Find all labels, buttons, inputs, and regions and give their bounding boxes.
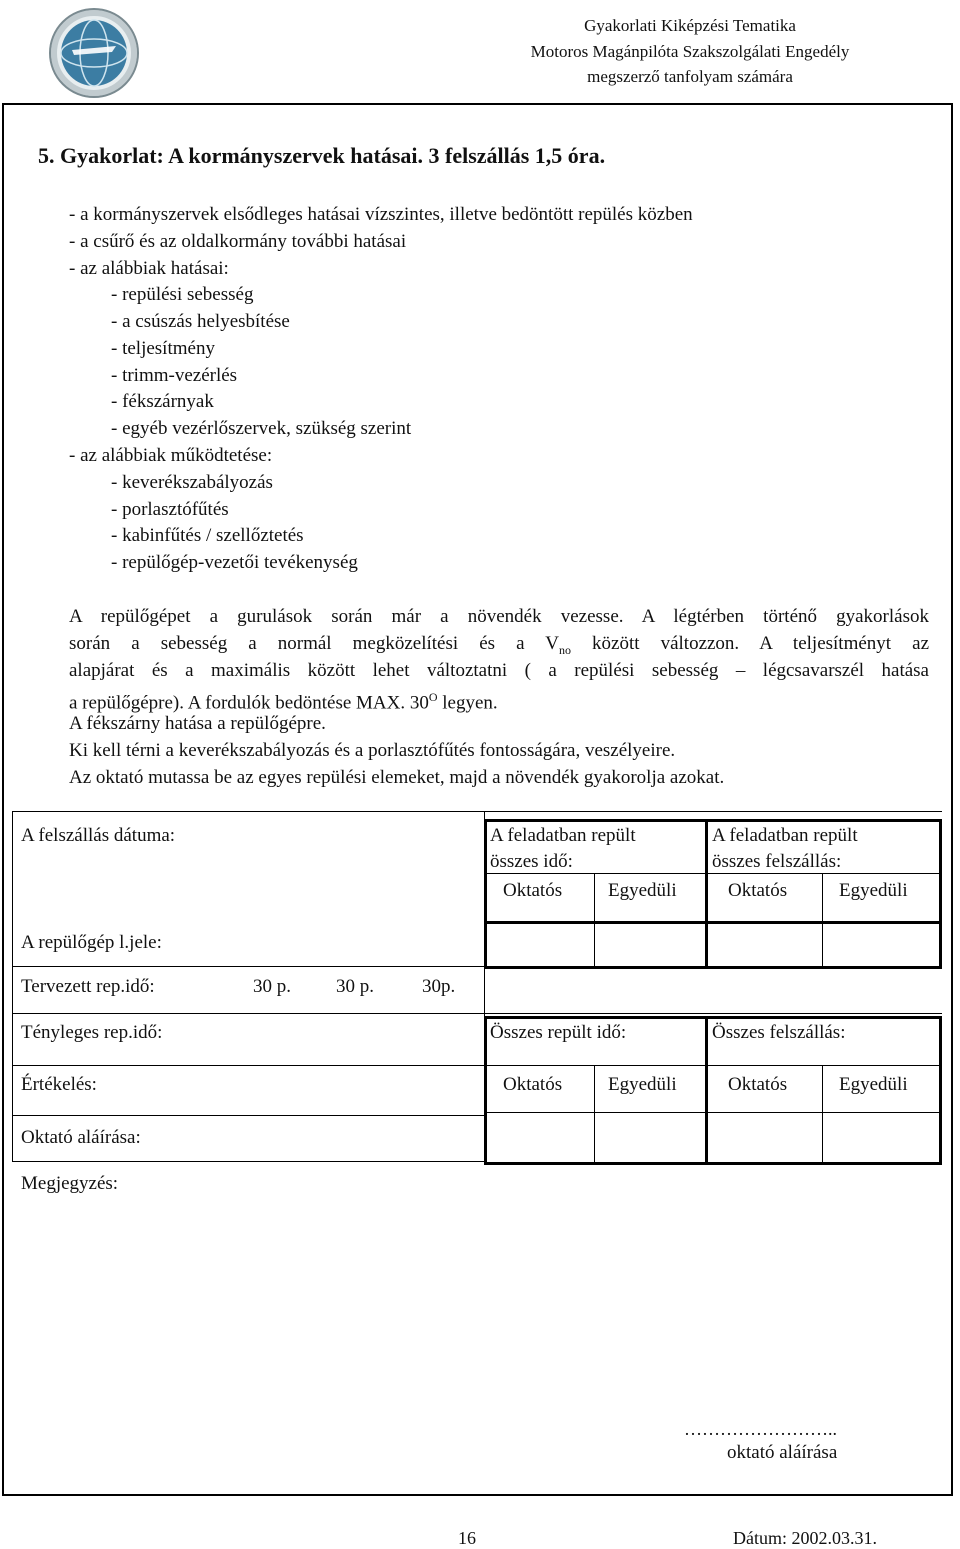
planned-time-value: 30 p. xyxy=(336,976,374,997)
header-line-3: megszerző tanfolyam számára xyxy=(587,67,793,86)
flight-date-label: A felszállás dátuma: xyxy=(21,825,176,846)
solo-column-header: Egyedüli xyxy=(839,880,908,901)
form-row-rule xyxy=(12,966,484,967)
topic-subitem: - repülési sebesség xyxy=(111,284,254,305)
planned-time-value: 30p. xyxy=(422,976,456,997)
box-col-rule xyxy=(594,1065,595,1165)
planned-time-label: Tervezett rep.idő: xyxy=(21,976,155,997)
actual-time-label: Tényleges rep.idő: xyxy=(21,1022,163,1043)
box-row-rule xyxy=(484,1065,942,1066)
exercise-title: 5. Gyakorlat: A kormányszervek hatásai. 3 felszállás 1,5 óra. xyxy=(38,143,606,168)
instructor-signature-label: Oktató aláírása: xyxy=(21,1127,141,1148)
solo-column-header: Egyedüli xyxy=(608,880,677,901)
evaluation-label: Értékelés: xyxy=(21,1074,97,1095)
instructor-column-header: Oktatós xyxy=(503,880,563,901)
instructor-column-header: Oktatós xyxy=(728,880,788,901)
page-number: 16 xyxy=(458,1528,476,1548)
form-row-rule xyxy=(12,1161,484,1162)
topic-line: - az alábbiak működtetése: xyxy=(69,445,273,466)
aircraft-reg-label: A repülőgép l.jele: xyxy=(21,932,162,953)
planned-time-value: 30 p. xyxy=(253,976,291,997)
signature-caption: oktató aláírása xyxy=(727,1442,838,1463)
box-col-rule xyxy=(822,1065,823,1165)
school-logo xyxy=(42,6,146,100)
form-row-rule xyxy=(12,1065,484,1066)
total-time-heading: Összes repült idő: xyxy=(490,1022,627,1043)
form-top-rule xyxy=(12,811,942,812)
box-col-rule xyxy=(822,873,823,969)
topic-subitem: - a csúszás helyesbítése xyxy=(111,311,290,332)
instruction-line: a repülőgépre). A fordulók bedöntése MAX. $30^O$ legyen. xyxy=(69,690,498,714)
task-landings-heading: összes felszállás: xyxy=(712,851,842,872)
form-row-rule xyxy=(12,1013,942,1014)
box-divider xyxy=(705,819,708,969)
form-left-rule xyxy=(12,811,13,1161)
topic-subitem: - porlasztófűtés xyxy=(111,499,229,520)
task-time-heading: A feladatban repült xyxy=(490,825,636,846)
form-row-rule xyxy=(12,1115,484,1116)
solo-column-header: Egyedüli xyxy=(608,1074,677,1095)
topic-subitem: - repülőgép-vezetői tevékenység xyxy=(111,552,358,573)
instruction-line: során a sebesség a normál megközelítési és a $V_{no}$ között változzon. A teljesítményt az xyxy=(69,633,930,657)
topic-subitem: - keverékszabályozás xyxy=(111,472,273,493)
box-row-rule xyxy=(484,873,942,874)
task-time-heading: összes idő: xyxy=(490,851,573,872)
instruction-line: A repülőgépet a gurulások során már a növendék vezesse. A légtérben történő gyakorlások xyxy=(69,606,929,627)
instructor-column-header: Oktatós xyxy=(728,1074,788,1095)
topic-subitem: - teljesítmény xyxy=(111,338,215,359)
instruction-line: Ki kell térni a keverékszabályozás és a porlasztófűtés fontosságára, veszélyeire. xyxy=(69,740,676,761)
box-row-rule xyxy=(484,1112,942,1113)
instruction-line: alapjárat és a maximális között lehet változtatni ( a repülési sebesség – légcsavarszél hatása xyxy=(69,660,929,681)
instruction-line: A fékszárny hatása a repülőgépre. xyxy=(69,713,326,734)
topic-line: - az alábbiak hatásai: xyxy=(69,258,229,279)
signature-dotted-line: …………………….. xyxy=(684,1419,837,1439)
topic-subitem: - fékszárnyak xyxy=(111,391,214,412)
topic-subitem: - trimm-vezérlés xyxy=(111,365,238,386)
total-landings-heading: Összes felszállás: xyxy=(712,1022,846,1043)
topic-line: - a csűrő és az oldalkormány további hatásai xyxy=(69,231,407,252)
header-line-2: Motoros Magánpilóta Szakszolgálati Engedély xyxy=(530,42,850,61)
box-col-rule xyxy=(594,873,595,969)
box-row-rule xyxy=(484,921,942,924)
box-divider xyxy=(705,1016,708,1165)
solo-column-header: Egyedüli xyxy=(839,1074,908,1095)
task-landings-heading: A feladatban repült xyxy=(712,825,858,846)
topic-subitem: - egyéb vezérlőszervek, szükség szerint xyxy=(111,418,412,439)
notes-label: Megjegyzés: xyxy=(21,1173,119,1194)
instruction-line: Az oktató mutassa be az egyes repülési elemeket, majd a növendék gyakorolja azokat. xyxy=(69,767,725,788)
instructor-column-header: Oktatós xyxy=(503,1074,563,1095)
topic-subitem: - kabinfűtés / szellőztetés xyxy=(111,525,304,546)
topic-line: - a kormányszervek elsődleges hatásai vízszintes, illetve bedöntött repülés közben xyxy=(69,204,693,225)
document-date: Dátum: 2002.03.31. xyxy=(733,1528,877,1548)
header-line-1: Gyakorlati Kiképzési Tematika xyxy=(584,16,796,35)
